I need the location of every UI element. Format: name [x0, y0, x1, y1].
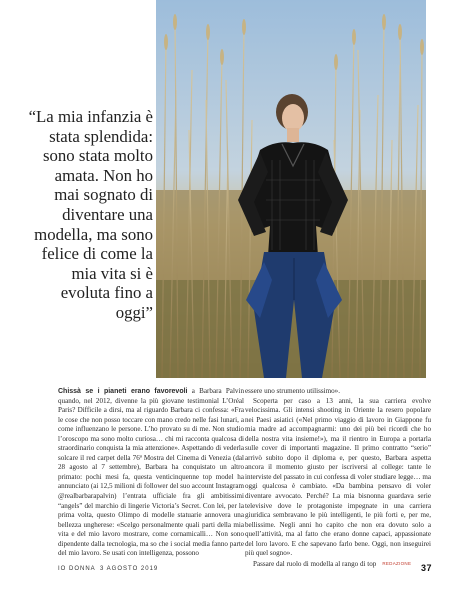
article-paragraph: Scoperta per caso a 13 anni, la sua carriera evolve velocissima. Gli intensi shooting in Oriente la resero popolare nei Paesi asiatici («Nel primo viaggio di lavoro in Giappone fu mia madre ad accompagnarmi: uno dei più bei ricordi che ho della nostra vita insieme!»), ma il rientro in Europa a portarla sulle cover di importanti magazine. Il primo contratto “serio” arrivò subito dopo il diploma e, per questo, Barbara aspetta ancora il momento giusto per iscriversi al college: tante le interviste del passato in cui confessa di voler studiare legge… ma oggi qualcosa è cambiato. «Da bambina pensavo di voler diventare avvocato. Perché? La mia bisnonna guardava serie televisive dove le protagoniste impegnate in una carriera giuridica sembravano le più intelligenti, le più forti e, per me, bellissime. Negli anni ho capito che non era dovuto solo a quell’attività, ma al fatto che erano donne capaci, appassionate del loro lavoro. E che sapevano farlo bene. Oggi, non inseguirei più quel sogno».	[245, 396, 431, 558]
article-paragraph	[245, 559, 431, 570]
publication-name: IO DONNA	[58, 566, 96, 572]
pull-quote: “La mia infanzia è stata splendida: sono stata molto amata. Non ho mai sognato di diventare una modella, ma sono felice di come la mia vita si è evoluta fino a oggi”	[28, 107, 153, 322]
paragraph-text: Passare dal ruolo di modella al rango di top	[253, 559, 377, 568]
article-paragraph: essere uno strumento utilissimo».	[245, 387, 340, 395]
issue-date: 3 AGOSTO 2019	[100, 566, 159, 572]
page-number: 37	[420, 563, 432, 573]
article-column-left	[58, 387, 244, 559]
article-paragraph	[58, 387, 244, 559]
lead-in: Chissà se i pianeti erano favorevoli	[58, 388, 188, 395]
author-credit: REDAZIONE	[382, 560, 412, 566]
paragraph-text: a Barbara Palvin quando, nel 2012, divenne la più giovane testimonial L’Oréal Paris? Difficile a dirsi, ma al riguardo Barbara ci confessa: «Fra le cose che non posso toccare con mano credo nelle fasi lunari, a come influenzano le persone. L’ho provato su di me. Non studio l’oroscopo ma sono molto curiosa… chi mi racconta qualcosa di straordinario conquista la mia attenzione». Aspettando di vederla solcare il red carpet della 76ª Mostra del Cinema di Venezia (dal 28 agosto al 7 settembre), Barbara ha conquistato un altro primato: pochi mesi fa, questa venticinquenne top model ha annunciato (ai 12,5 milioni di follower del suo account Instagram @realbarbarapalvin) l’entrata ufficiale fra gli ambitissimi “angels” del marchio di lingerie Victoria’s Secret. Con lei, per la prima volta, questo Olimpo di modelle statuarie annovera una bellezza ungherese: «Scelgo personalmente quali parti della mia vita e del mio lavoro mostrare, come cornamicalli… Non sono dipendente dalla tecnologia, ma so che i social media fanno parte del mio lavoro. Se usati con intelligenza, possono	[58, 387, 244, 558]
model-photo	[156, 0, 426, 378]
article-column-right	[245, 387, 431, 569]
